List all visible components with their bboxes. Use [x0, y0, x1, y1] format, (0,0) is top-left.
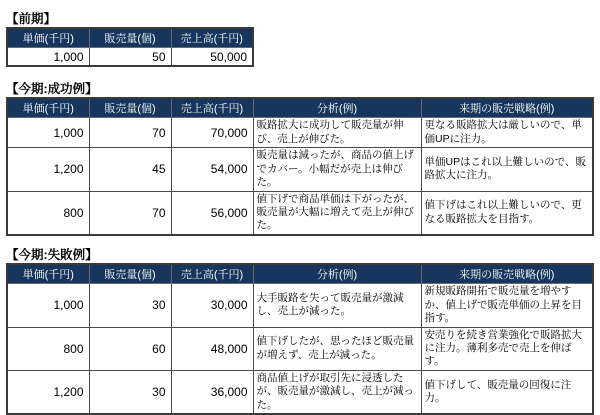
cell-sales-volume: 70 — [89, 191, 171, 235]
cell-strategy: 更なる販路拡大は厳しいので、単価UPに注力。 — [421, 118, 593, 148]
cell-unit-price: 1,200 — [7, 148, 89, 191]
cell-unit-price: 1,000 — [7, 48, 89, 66]
header-sales-volume: 販売量(個) — [89, 98, 171, 118]
cell-analysis: 商品値上げが取引先に浸透したが、販売量が激減し、売上が減った。 — [253, 370, 421, 414]
section-success-examples — [6, 82, 596, 236]
table-row — [7, 148, 593, 191]
table-title: 【今期:失敗例】 — [6, 247, 98, 262]
cell-strategy: 値下げして、販売量の回復に注力。 — [421, 370, 593, 414]
cell-sales-volume: 50 — [89, 48, 171, 66]
cell-analysis: 販売量は減ったが、商品の値上げでカバー。小幅だが売上は伸びた。 — [253, 148, 421, 191]
cell-strategy: 値下げはこれ以上難しいので、更なる販路拡大を目指す。 — [421, 191, 593, 235]
cell-sales-amount: 54,000 — [171, 148, 253, 191]
cell-sales-volume: 70 — [89, 118, 171, 148]
cell-sales-volume: 30 — [89, 284, 171, 327]
header-sales-volume: 販売量(個) — [89, 28, 171, 48]
cell-strategy: 新規販路開拓で販売量を増やすか、値上げで販売単価の上昇を目指す。 — [421, 284, 593, 327]
cell-sales-amount: 48,000 — [171, 327, 253, 370]
cell-sales-amount: 70,000 — [171, 118, 253, 148]
cell-sales-volume: 30 — [89, 370, 171, 414]
header-strategy: 来期の販売戦略(例) — [421, 264, 593, 284]
cell-sales-amount: 30,000 — [171, 284, 253, 327]
cell-unit-price: 800 — [7, 327, 89, 370]
cell-unit-price: 1,000 — [7, 118, 89, 148]
table-success-examples — [6, 97, 594, 236]
header-row — [7, 98, 593, 118]
cell-strategy: 単価UPはこれ以上難しいので、販路拡大に注力。 — [421, 148, 593, 191]
cell-unit-price: 1,000 — [7, 284, 89, 327]
cell-sales-amount: 36,000 — [171, 370, 253, 414]
header-sales-volume: 販売量(個) — [89, 264, 171, 284]
header-sales-amount: 売上高(千円) — [171, 28, 253, 48]
cell-analysis: 販路拡大に成功して販売量が伸び、売上が伸びた。 — [253, 118, 421, 148]
cell-analysis: 大手販路を失って販売量が激減し、売上が減った。 — [253, 284, 421, 327]
header-row — [7, 28, 253, 48]
cell-unit-price: 1,200 — [7, 370, 89, 414]
table-previous-period — [6, 27, 254, 67]
cell-analysis: 値下げで商品単価は下がったが、販売量が大幅に増えて売上が伸びた。 — [253, 191, 421, 235]
section-failure-examples — [6, 248, 596, 415]
header-sales-amount: 売上高(千円) — [171, 98, 253, 118]
header-unit-price: 単価(千円) — [7, 28, 89, 48]
table-title: 【今期:成功例】 — [6, 81, 98, 96]
table-title: 【前期】 — [6, 12, 57, 26]
cell-sales-amount: 50,000 — [171, 48, 253, 66]
header-strategy: 来期の販売戦略(例) — [421, 98, 593, 118]
cell-analysis: 値下げしたが、思ったほど販売量が増えず、売上が減った。 — [253, 327, 421, 370]
table-row — [7, 327, 593, 370]
header-sales-amount: 売上高(千円) — [171, 264, 253, 284]
cell-sales-amount: 56,000 — [171, 191, 253, 235]
header-unit-price: 単価(千円) — [7, 98, 89, 118]
cell-sales-volume: 45 — [89, 148, 171, 191]
table-row — [7, 118, 593, 148]
table-row — [7, 284, 593, 327]
header-row — [7, 264, 593, 284]
table-row — [7, 48, 253, 66]
header-analysis: 分析(例) — [253, 264, 421, 284]
header-unit-price: 単価(千円) — [7, 264, 89, 284]
section-previous-period — [6, 12, 596, 67]
cell-unit-price: 800 — [7, 191, 89, 235]
header-analysis: 分析(例) — [253, 98, 421, 118]
table-row — [7, 370, 593, 414]
cell-strategy: 安売りを続き営業強化で販路拡大に注力。薄利多売で売上を伸ばす。 — [421, 327, 593, 370]
table-row — [7, 191, 593, 235]
cell-sales-volume: 60 — [89, 327, 171, 370]
table-failure-examples — [6, 263, 594, 415]
